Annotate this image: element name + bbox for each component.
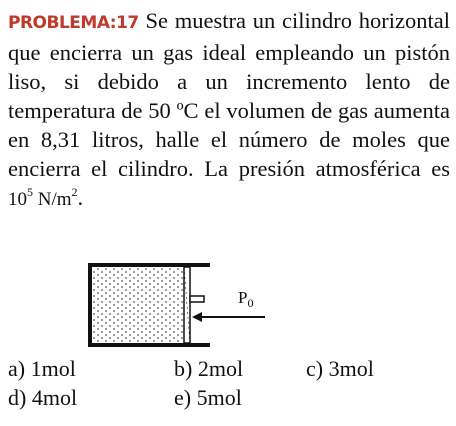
problem-statement (8, 6, 450, 214)
option-e: e) 5mol (174, 385, 242, 410)
option-d: d) 4mol (8, 385, 78, 410)
pressure-base: 10 (8, 189, 27, 210)
option-c: c) 3mol (306, 356, 374, 381)
piston-rod (190, 296, 204, 302)
pressure-label: $P_0$ (238, 288, 254, 310)
pressure-value (8, 185, 78, 210)
gas-region (92, 267, 186, 343)
pressure-unit-exponent: 2 (71, 185, 78, 199)
pressure-arrow-head (192, 312, 202, 322)
problem-label: PROBLEMA:17 (8, 13, 139, 33)
problem-text: Se muestra un cilindro horizontal que encierra un gas ideal empleando un pistón liso, si debido a un incremento lento de temperatura de 50 ºC el volumen de gas aumenta en 8,31 litros, halle el número de moles que encierra el cilindro. La presión atmosférica es (8, 8, 450, 181)
problem-end: . (77, 185, 84, 210)
option-b: b) 2mol (174, 356, 244, 381)
pressure-unit: N/m (33, 189, 72, 210)
option-a: a) 1mol (8, 356, 76, 381)
cylinder-diagram (80, 255, 280, 355)
pressure-exponent: 5 (27, 185, 33, 199)
cylinder-figure (80, 255, 280, 355)
